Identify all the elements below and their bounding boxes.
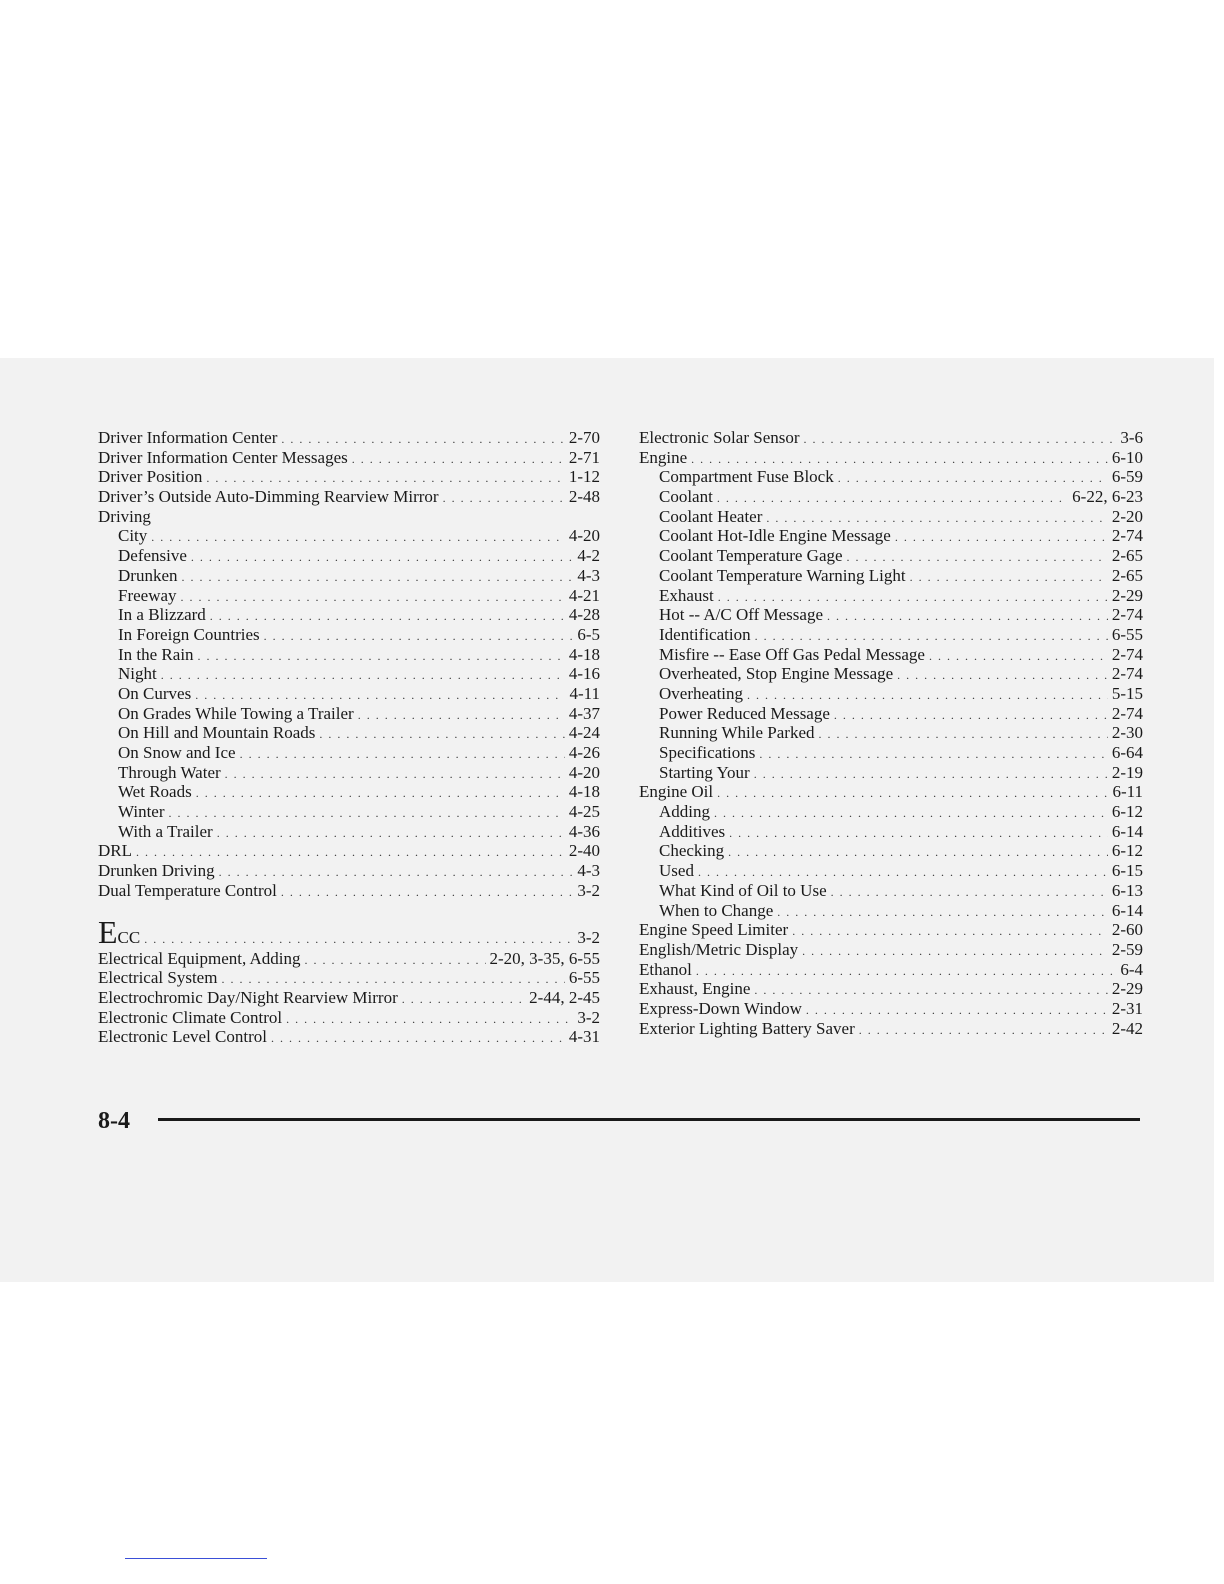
entry-label: Adding bbox=[659, 802, 710, 822]
entry-page: 4-3 bbox=[577, 565, 600, 585]
entry-label: Electronic Climate Control bbox=[98, 1007, 283, 1027]
dot-leader bbox=[210, 607, 565, 627]
entry-label: Overheating bbox=[659, 683, 744, 703]
dot-leader bbox=[792, 922, 1108, 942]
dot-leader bbox=[181, 568, 573, 588]
entry-page: 6-12 bbox=[1111, 841, 1143, 861]
entry-label: Additives bbox=[659, 821, 726, 841]
entry-label: Running While Parked bbox=[659, 723, 815, 743]
entry-label: In the Rain bbox=[118, 644, 194, 664]
dot-leader bbox=[696, 962, 1116, 982]
dot-leader bbox=[286, 1010, 573, 1030]
index-list-e bbox=[98, 949, 600, 1047]
index-subentry bbox=[639, 467, 1143, 487]
index-subentry bbox=[639, 841, 1143, 861]
entry-label: Exterior Lighting Battery Saver bbox=[639, 1018, 855, 1038]
entry-page: 2-74 bbox=[1111, 664, 1143, 684]
index-subentry bbox=[639, 881, 1143, 901]
entry-page: 6-10 bbox=[1111, 447, 1143, 467]
entry-page: 2-74 bbox=[1111, 605, 1143, 625]
entry-label: With a Trailer bbox=[118, 821, 213, 841]
entry-label: Driving bbox=[98, 506, 151, 526]
dot-leader bbox=[161, 666, 565, 686]
entry-page: 4-28 bbox=[568, 605, 600, 625]
index-entry bbox=[98, 968, 600, 988]
entry-label: Exhaust, Engine bbox=[639, 979, 751, 999]
dot-leader bbox=[754, 765, 1108, 785]
entry-label: Coolant Heater bbox=[659, 506, 763, 526]
entry-label: English/Metric Display bbox=[639, 939, 799, 959]
dot-leader bbox=[859, 1021, 1108, 1041]
dot-leader bbox=[895, 528, 1108, 548]
index-entry bbox=[639, 1019, 1143, 1039]
entry-page: 2-65 bbox=[1111, 565, 1143, 585]
index-entry bbox=[98, 428, 600, 448]
entry-page: 4-26 bbox=[568, 743, 600, 762]
entry-label: Starting Your bbox=[659, 762, 750, 782]
entry-page: 2-29 bbox=[1111, 979, 1143, 999]
entry-label: Driver Information Center bbox=[98, 428, 278, 447]
entry-label: Wet Roads bbox=[118, 782, 192, 802]
index-subentry bbox=[639, 664, 1143, 684]
index-subentry bbox=[98, 704, 600, 724]
index-subentry bbox=[639, 605, 1143, 625]
entry-label: Driver’s Outside Auto-Dimming Rearview Mirror bbox=[98, 487, 439, 507]
index-entry bbox=[98, 448, 600, 468]
entry-label bbox=[98, 913, 141, 950]
index-entry bbox=[639, 782, 1143, 802]
entry-page: 2-20 bbox=[1111, 506, 1143, 526]
entry-page: 3-6 bbox=[1120, 428, 1143, 447]
index-subentry bbox=[639, 822, 1143, 842]
index-subentry bbox=[639, 901, 1143, 921]
entry-page: 3-2 bbox=[577, 927, 600, 947]
entry-page: 2-74 bbox=[1111, 644, 1143, 664]
entry-page: 4-24 bbox=[568, 723, 600, 743]
index-column-left bbox=[98, 428, 600, 1047]
index-entry bbox=[98, 467, 600, 487]
index-entry bbox=[98, 1008, 600, 1028]
index-column-right bbox=[639, 428, 1143, 1038]
index-entry bbox=[639, 940, 1143, 960]
entry-label: On Curves bbox=[118, 683, 192, 703]
entry-label: Specifications bbox=[659, 743, 756, 762]
index-entry-ecc bbox=[98, 913, 600, 950]
entry-page: 6-15 bbox=[1111, 861, 1143, 881]
entry-label: Electronic Level Control bbox=[98, 1027, 267, 1047]
section-letter: E bbox=[98, 913, 118, 950]
entry-page: 4-18 bbox=[568, 782, 600, 802]
index-subentry bbox=[639, 861, 1143, 881]
entry-label: Night bbox=[118, 664, 157, 684]
entry-page: 2-74 bbox=[1111, 526, 1143, 546]
index-subentry bbox=[98, 566, 600, 586]
footer-rule bbox=[158, 1118, 1140, 1121]
entry-label: Defensive bbox=[118, 546, 187, 566]
entry-page: 4-36 bbox=[568, 821, 600, 841]
entry-page: 2-48 bbox=[568, 487, 600, 507]
dot-leader bbox=[181, 588, 565, 608]
entry-page: 4-31 bbox=[568, 1027, 600, 1047]
index-subentry bbox=[98, 645, 600, 665]
entry-page: 2-31 bbox=[1111, 998, 1143, 1018]
index-subentry bbox=[639, 802, 1143, 822]
index-entry bbox=[639, 920, 1143, 940]
dot-leader bbox=[754, 981, 1107, 1001]
entry-label: Coolant Hot-Idle Engine Message bbox=[659, 526, 891, 546]
entry-page: 6-14 bbox=[1111, 900, 1143, 920]
dot-leader bbox=[831, 883, 1108, 903]
index-subentry bbox=[98, 763, 600, 783]
dot-leader bbox=[264, 627, 574, 647]
entry-page: 2-40 bbox=[568, 841, 600, 861]
index-subentry bbox=[639, 526, 1143, 546]
entry-label: In a Blizzard bbox=[118, 605, 206, 625]
dot-leader bbox=[717, 489, 1068, 509]
index-subentry bbox=[98, 723, 600, 743]
entry-page: 4-20 bbox=[568, 526, 600, 546]
entry-label: Dual Temperature Control bbox=[98, 880, 277, 900]
dot-leader bbox=[319, 725, 564, 745]
entry-page: 6-5 bbox=[577, 624, 600, 644]
dot-leader bbox=[910, 568, 1108, 588]
dot-leader bbox=[305, 951, 486, 971]
entry-label: Compartment Fuse Block bbox=[659, 467, 834, 487]
index-subentry bbox=[98, 822, 600, 842]
index-entry bbox=[98, 507, 600, 527]
index-entry bbox=[639, 999, 1143, 1019]
index-subentry bbox=[98, 743, 600, 763]
entry-page: 4-2 bbox=[577, 546, 600, 566]
index-subentry bbox=[639, 586, 1143, 606]
index-entry bbox=[98, 988, 600, 1008]
entry-page: 3-2 bbox=[577, 880, 600, 900]
entry-label: Ethanol bbox=[639, 959, 692, 979]
bottom-link-underline bbox=[125, 1558, 267, 1559]
entry-label: Checking bbox=[659, 841, 725, 861]
index-entry bbox=[98, 1027, 600, 1047]
entry-label: Used bbox=[659, 861, 694, 881]
entry-label: Coolant Temperature Warning Light bbox=[659, 565, 906, 585]
entry-label: Engine Speed Limiter bbox=[639, 920, 789, 940]
entry-label: Misfire -- Ease Off Gas Pedal Message bbox=[659, 644, 925, 664]
index-list-e-continued bbox=[639, 428, 1143, 1038]
entry-page: 6-14 bbox=[1111, 821, 1143, 841]
entry-label: Driver Position bbox=[98, 467, 203, 487]
entry-label: On Snow and Ice bbox=[118, 743, 236, 762]
dot-leader bbox=[196, 784, 565, 804]
index-entry bbox=[98, 487, 600, 507]
entry-page: 2-70 bbox=[568, 428, 600, 447]
entry-page: 4-11 bbox=[569, 683, 600, 703]
entry-page: 6-59 bbox=[1111, 467, 1143, 487]
index-subentry bbox=[639, 645, 1143, 665]
entry-label: Electronic Solar Sensor bbox=[639, 428, 800, 447]
dot-leader bbox=[802, 942, 1108, 962]
entry-label: Power Reduced Message bbox=[659, 703, 830, 723]
entry-page: 4-25 bbox=[568, 802, 600, 822]
dot-leader bbox=[402, 990, 525, 1010]
entry-page: 6-11 bbox=[1112, 782, 1143, 802]
dot-leader bbox=[929, 647, 1108, 667]
entry-page: 2-30 bbox=[1111, 723, 1143, 743]
index-subentry bbox=[98, 546, 600, 566]
index-subentry bbox=[639, 763, 1143, 783]
dot-leader bbox=[225, 765, 565, 785]
entry-page: 2-71 bbox=[568, 447, 600, 467]
index-entry bbox=[639, 960, 1143, 980]
dot-leader bbox=[358, 706, 565, 726]
index-entry bbox=[98, 841, 600, 861]
index-subentry bbox=[98, 664, 600, 684]
entry-page: 2-44, 2-45 bbox=[529, 987, 600, 1007]
entry-page: 2-59 bbox=[1111, 939, 1143, 959]
dot-leader bbox=[777, 903, 1108, 923]
entry-label: Drunken bbox=[118, 565, 178, 585]
entry-page: 2-29 bbox=[1111, 585, 1143, 605]
entry-label: Electrical System bbox=[98, 968, 218, 988]
entry-page: 4-37 bbox=[568, 703, 600, 723]
dot-leader bbox=[240, 745, 565, 765]
dot-leader bbox=[169, 804, 565, 824]
entry-page: 6-12 bbox=[1111, 802, 1143, 822]
dot-leader bbox=[144, 930, 573, 950]
dot-leader bbox=[827, 607, 1108, 627]
section-letter-rest: CC bbox=[117, 927, 141, 947]
entry-label: Electrochromic Day/Night Rearview Mirror bbox=[98, 987, 398, 1007]
entry-page: 6-55 bbox=[568, 968, 600, 988]
index-entry bbox=[639, 428, 1143, 448]
index-subentry bbox=[639, 625, 1143, 645]
index-list-d bbox=[98, 428, 600, 901]
dot-leader bbox=[834, 706, 1108, 726]
entry-label: Coolant Temperature Gage bbox=[659, 546, 843, 566]
dot-leader bbox=[819, 725, 1108, 745]
entry-page: 3-2 bbox=[577, 1007, 600, 1027]
index-subentry bbox=[639, 684, 1143, 704]
entry-label: Engine Oil bbox=[639, 782, 714, 802]
entry-label: What Kind of Oil to Use bbox=[659, 880, 827, 900]
entry-page: 4-16 bbox=[568, 664, 600, 684]
index-subentry bbox=[639, 487, 1143, 507]
page-number: 8-4 bbox=[98, 1108, 130, 1134]
index-entry bbox=[98, 861, 600, 881]
entry-label: Driver Information Center Messages bbox=[98, 447, 348, 467]
entry-label: Express-Down Window bbox=[639, 998, 802, 1018]
dot-leader bbox=[838, 469, 1108, 489]
entry-page: 2-20, 3-35, 6-55 bbox=[489, 948, 600, 968]
entry-label: Freeway bbox=[118, 585, 177, 605]
entry-page: 4-20 bbox=[568, 762, 600, 782]
entry-label: When to Change bbox=[659, 900, 774, 920]
section-gap bbox=[98, 901, 600, 923]
entry-label: Coolant bbox=[659, 487, 713, 507]
entry-page: 4-3 bbox=[577, 861, 600, 881]
index-subentry bbox=[98, 526, 600, 546]
index-subentry bbox=[98, 782, 600, 802]
index-subentry bbox=[639, 546, 1143, 566]
entry-label: Electrical Equipment, Adding bbox=[98, 948, 301, 968]
entry-page: 2-65 bbox=[1111, 546, 1143, 566]
entry-label: Through Water bbox=[118, 762, 221, 782]
index-entry bbox=[98, 949, 600, 969]
dot-leader bbox=[217, 824, 565, 844]
entry-label: Winter bbox=[118, 802, 165, 822]
entry-page: 2-19 bbox=[1111, 762, 1143, 782]
entry-label: Exhaust bbox=[659, 585, 714, 605]
entry-page: 2-42 bbox=[1111, 1018, 1143, 1038]
entry-page: 1-12 bbox=[568, 467, 600, 487]
dot-leader bbox=[191, 548, 573, 568]
entry-page: 6-22, 6-23 bbox=[1072, 487, 1143, 507]
index-entry bbox=[98, 881, 600, 901]
entry-page: 2-74 bbox=[1111, 703, 1143, 723]
entry-page: 6-4 bbox=[1120, 959, 1143, 979]
index-subentry bbox=[98, 586, 600, 606]
dot-leader bbox=[281, 883, 573, 903]
index-subentry bbox=[98, 802, 600, 822]
dot-leader bbox=[897, 666, 1108, 686]
entry-label: Engine bbox=[639, 447, 688, 467]
index-subentry bbox=[639, 723, 1143, 743]
dot-leader bbox=[151, 528, 565, 548]
index-subentry bbox=[639, 704, 1143, 724]
index-entry bbox=[639, 979, 1143, 999]
dot-leader bbox=[443, 489, 565, 509]
index-subentry bbox=[639, 566, 1143, 586]
index-subentry bbox=[639, 743, 1143, 763]
dot-leader bbox=[729, 824, 1108, 844]
dot-leader bbox=[352, 450, 565, 470]
index-subentry bbox=[639, 507, 1143, 527]
index-subentry bbox=[98, 684, 600, 704]
dot-leader bbox=[804, 430, 1117, 450]
entry-page: 2-60 bbox=[1111, 920, 1143, 940]
entry-page: 5-15 bbox=[1111, 683, 1143, 703]
dot-leader bbox=[759, 745, 1108, 765]
dot-leader bbox=[714, 804, 1108, 824]
entry-label: Identification bbox=[659, 624, 751, 644]
dot-leader bbox=[717, 784, 1108, 804]
entry-label: Overheated, Stop Engine Message bbox=[659, 664, 894, 684]
entry-label: Hot -- A/C Off Message bbox=[659, 605, 823, 625]
entry-label: On Grades While Towing a Trailer bbox=[118, 703, 354, 723]
entry-page: 6-55 bbox=[1111, 624, 1143, 644]
entry-label: DRL bbox=[98, 841, 132, 861]
entry-page: 4-21 bbox=[568, 585, 600, 605]
entry-page: 6-13 bbox=[1111, 880, 1143, 900]
index-subentry bbox=[98, 605, 600, 625]
index-entry bbox=[639, 448, 1143, 468]
entry-page: 6-64 bbox=[1111, 743, 1143, 762]
entry-label: City bbox=[118, 526, 148, 546]
entry-label: In Foreign Countries bbox=[118, 624, 260, 644]
dot-leader bbox=[728, 843, 1108, 863]
entry-page: 4-18 bbox=[568, 644, 600, 664]
entry-label: Drunken Driving bbox=[98, 861, 215, 881]
dot-leader bbox=[198, 647, 565, 667]
dot-leader bbox=[271, 1029, 565, 1049]
index-subentry bbox=[98, 625, 600, 645]
entry-label: On Hill and Mountain Roads bbox=[118, 723, 316, 743]
